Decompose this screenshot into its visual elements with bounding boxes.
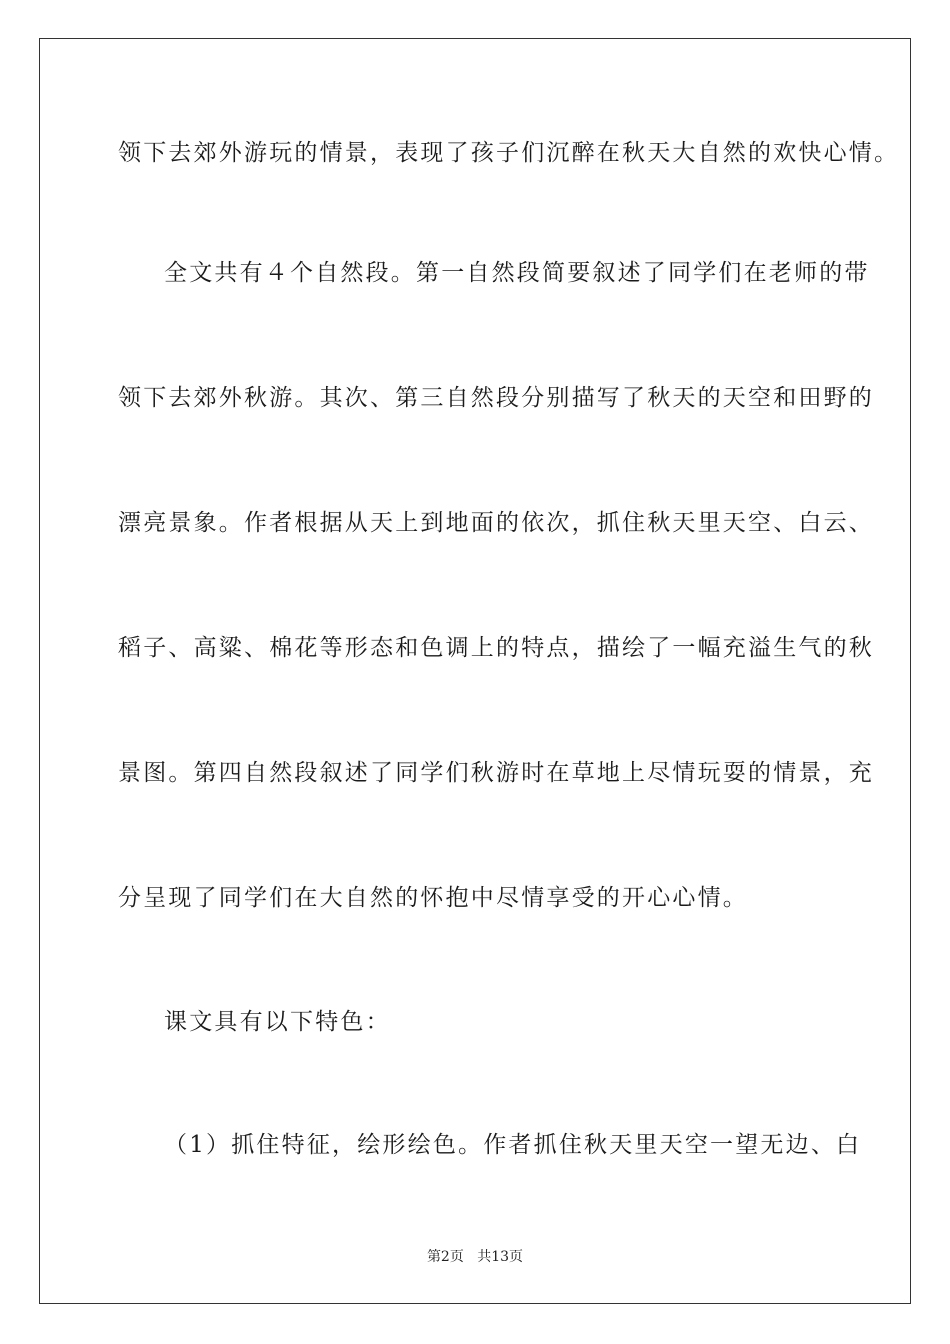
page-border bbox=[39, 38, 911, 1304]
total-pages: 共13页 bbox=[477, 1249, 524, 1265]
paragraph-line-1: 领下去郊外游玩的情景，表现了孩子们沉醉在秋天大自然的欢快心情。 bbox=[118, 140, 900, 166]
paragraph-line-6: 景图。第四自然段叙述了同学们秋游时在草地上尽情玩耍的情景，充 bbox=[118, 760, 874, 786]
paragraph-line-7: 分呈现了同学们在大自然的怀抱中尽情享受的开心心情。 bbox=[118, 885, 748, 911]
paragraph-line-9: （1）抓住特征，绘形绘色。作者抓住秋天里天空一望无边、白 bbox=[164, 1132, 862, 1158]
paragraph-line-3: 领下去郊外秋游。其次、第三自然段分别描写了秋天的天空和田野的 bbox=[118, 385, 874, 411]
page-number-footer bbox=[0, 1248, 950, 1266]
current-page: 第2页 bbox=[426, 1249, 464, 1265]
paragraph-line-8: 课文具有以下特色： bbox=[164, 1009, 391, 1035]
paragraph-line-4: 漂亮景象。作者根据从天上到地面的依次，抓住秋天里天空、白云、 bbox=[118, 510, 874, 536]
paragraph-line-2: 全文共有４个自然段。第一自然段简要叙述了同学们在老师的带 bbox=[164, 260, 870, 286]
paragraph-line-5: 稻子、高粱、棉花等形态和色调上的特点，描绘了一幅充溢生气的秋 bbox=[118, 635, 874, 661]
